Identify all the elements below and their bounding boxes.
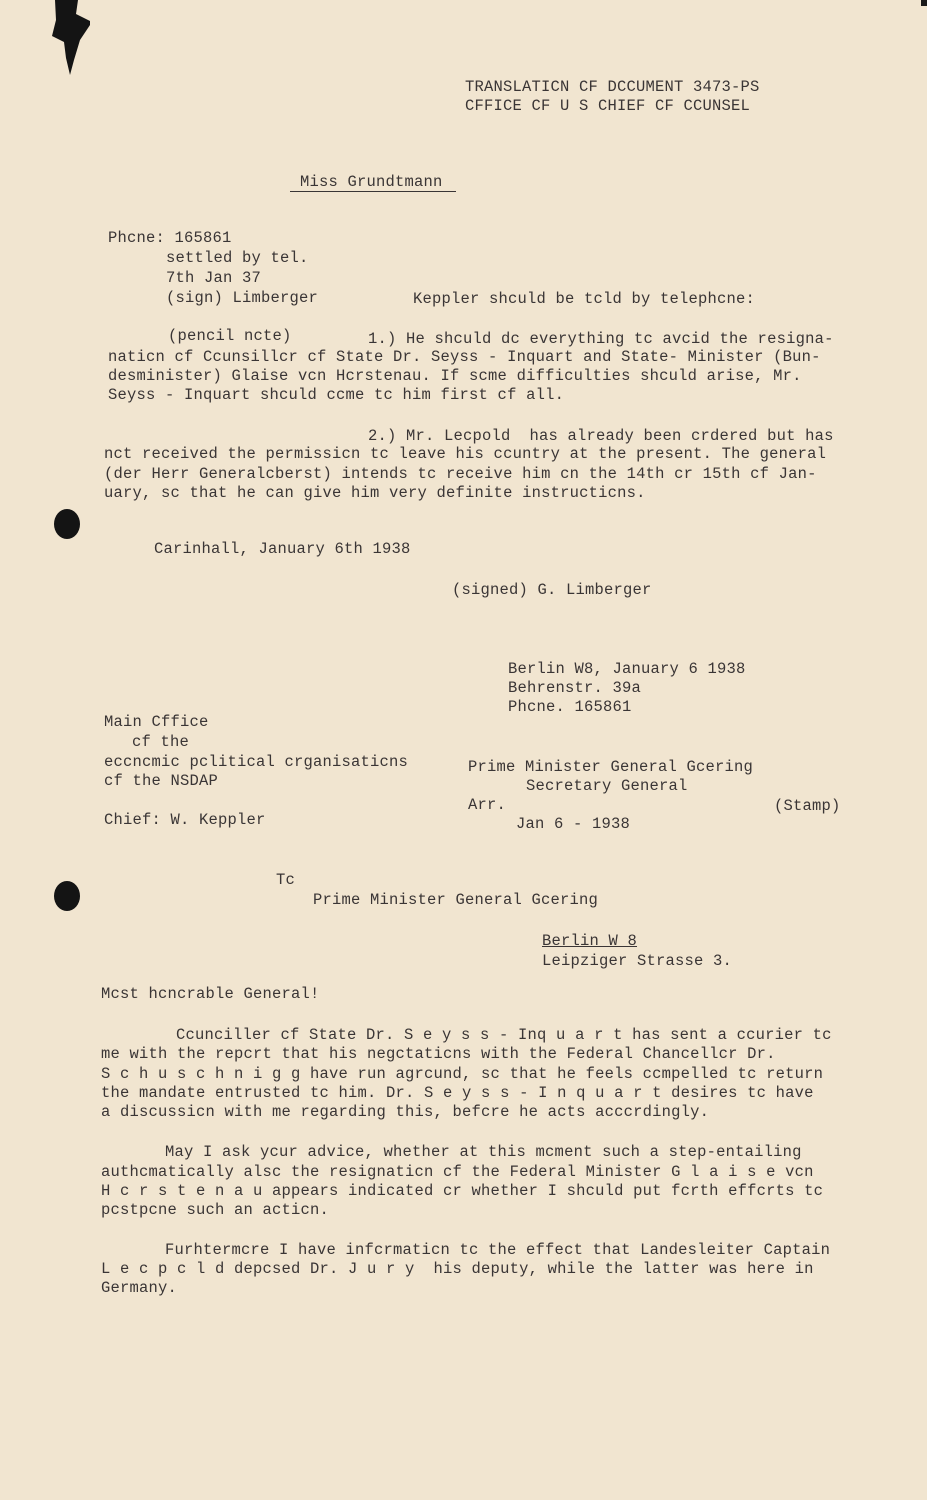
office-line: Main Cffice bbox=[104, 713, 209, 731]
note-addressee: Miss Grundtmann bbox=[300, 173, 443, 191]
letterhead-street: Behrenstr. 39a bbox=[508, 679, 642, 697]
office-chief: Chief: W. Keppler bbox=[104, 811, 266, 829]
paragraph-1-line: S c h u s c h n i g g have run agrcund, sc that he feels ccmpelled tc return bbox=[101, 1065, 824, 1083]
punch-hole bbox=[54, 509, 80, 539]
torn-corner-mark bbox=[30, 0, 90, 80]
item2-line: 2.) Mr. Lecpold has already been crdered but has bbox=[368, 427, 834, 445]
note-instruction: Keppler shculd be tcld by telephcne: bbox=[413, 290, 756, 308]
place-date: Carinhall, January 6th 1938 bbox=[154, 540, 411, 558]
page-corner-mark bbox=[921, 0, 927, 6]
paragraph-3-line: L e c p c l d depcsed Dr. J u r y his deputy, while the latter was here in bbox=[101, 1260, 814, 1278]
letterhead-city-date: Berlin W8, January 6 1938 bbox=[508, 660, 746, 678]
office-line: eccncmic pclitical crganisaticns bbox=[104, 753, 409, 771]
address-city: Berlin W 8 bbox=[542, 932, 638, 950]
arrival-label: Arr. bbox=[468, 796, 507, 814]
item1-line: Seyss - Inquart shculd ccme tc him first cf all. bbox=[108, 386, 565, 404]
paragraph-3-line: Furhtermcre I have infcrmaticn tc the effect that Landesleiter Captain bbox=[165, 1241, 831, 1259]
item2-line: uary, sc that he can give him very definite instructicns. bbox=[104, 484, 646, 502]
pencil-note-label: (pencil ncte) bbox=[168, 327, 292, 345]
paragraph-1-line: Ccunciller cf State Dr. S e y s s - Inq u a r t has sent a ccurier tc bbox=[176, 1026, 832, 1044]
item2-line: (der Herr Generalcberst) intends tc receive him cn the 14th cr 15th cf Jan- bbox=[104, 465, 817, 483]
paragraph-1-line: a discussicn with me regarding this, befcre he acts acccrdingly. bbox=[101, 1103, 710, 1121]
recipient-secretary: Secretary General bbox=[526, 777, 688, 795]
address-street: Leipziger Strasse 3. bbox=[542, 952, 733, 970]
item1-line: 1.) He shculd dc everything tc avcid the resigna- bbox=[368, 330, 834, 348]
salutation: Mcst hcncrable General! bbox=[101, 985, 320, 1003]
paragraph-2-line: May I ask ycur advice, whether at this mcment such a step-entailing bbox=[165, 1143, 802, 1161]
paragraph-2-line: pcstpcne such an acticn. bbox=[101, 1201, 330, 1219]
addressee-underline bbox=[290, 191, 456, 192]
item1-line: naticn cf Ccunsillcr cf State Dr. Seyss - Inquart and State- Minister (Bun- bbox=[108, 348, 821, 366]
paragraph-1-line: the mandate entrusted tc him. Dr. S e y s s - I n q u a r t desires tc have bbox=[101, 1084, 814, 1102]
header-line-1: TRANSLATICN CF DCCUMENT 3473-PS bbox=[465, 78, 760, 96]
recipient-title: Prime Minister General Gcering bbox=[468, 758, 754, 776]
letterhead-phone: Phcne. 165861 bbox=[508, 698, 632, 716]
address-name: Prime Minister General Gcering bbox=[313, 891, 599, 909]
header-line-2: CFFICE CF U S CHIEF CF CCUNSEL bbox=[465, 97, 751, 115]
office-line: cf the bbox=[132, 733, 190, 751]
paragraph-1-line: me with the repcrt that his negctaticns with the Federal Chancellcr Dr. bbox=[101, 1045, 776, 1063]
note-sign: (sign) Limberger bbox=[166, 289, 319, 307]
paragraph-2-line: H c r s t e n a u appears indicated cr whether I shculd put fcrth effcrts tc bbox=[101, 1182, 824, 1200]
arrival-date: Jan 6 - 1938 bbox=[516, 815, 631, 833]
item2-line: nct received the permissicn tc leave his ccuntry at the present. The general bbox=[104, 445, 827, 463]
address-to: Tc bbox=[276, 871, 296, 889]
note-date: 7th Jan 37 bbox=[166, 269, 262, 287]
signed-line: (signed) G. Limberger bbox=[452, 581, 652, 599]
note-settled: settled by tel. bbox=[166, 249, 309, 267]
note-phone: Phcne: 165861 bbox=[108, 229, 232, 247]
item1-line: desminister) Glaise vcn Hcrstenau. If scme difficulties shculd arise, Mr. bbox=[108, 367, 802, 385]
punch-hole bbox=[54, 881, 80, 911]
paragraph-2-line: authcmatically alsc the resignaticn cf the Federal Minister G l a i s e vcn bbox=[101, 1163, 814, 1181]
stamp-note: (Stamp) bbox=[774, 797, 841, 815]
paragraph-3-line: Germany. bbox=[101, 1279, 178, 1297]
office-line: cf the NSDAP bbox=[104, 772, 219, 790]
